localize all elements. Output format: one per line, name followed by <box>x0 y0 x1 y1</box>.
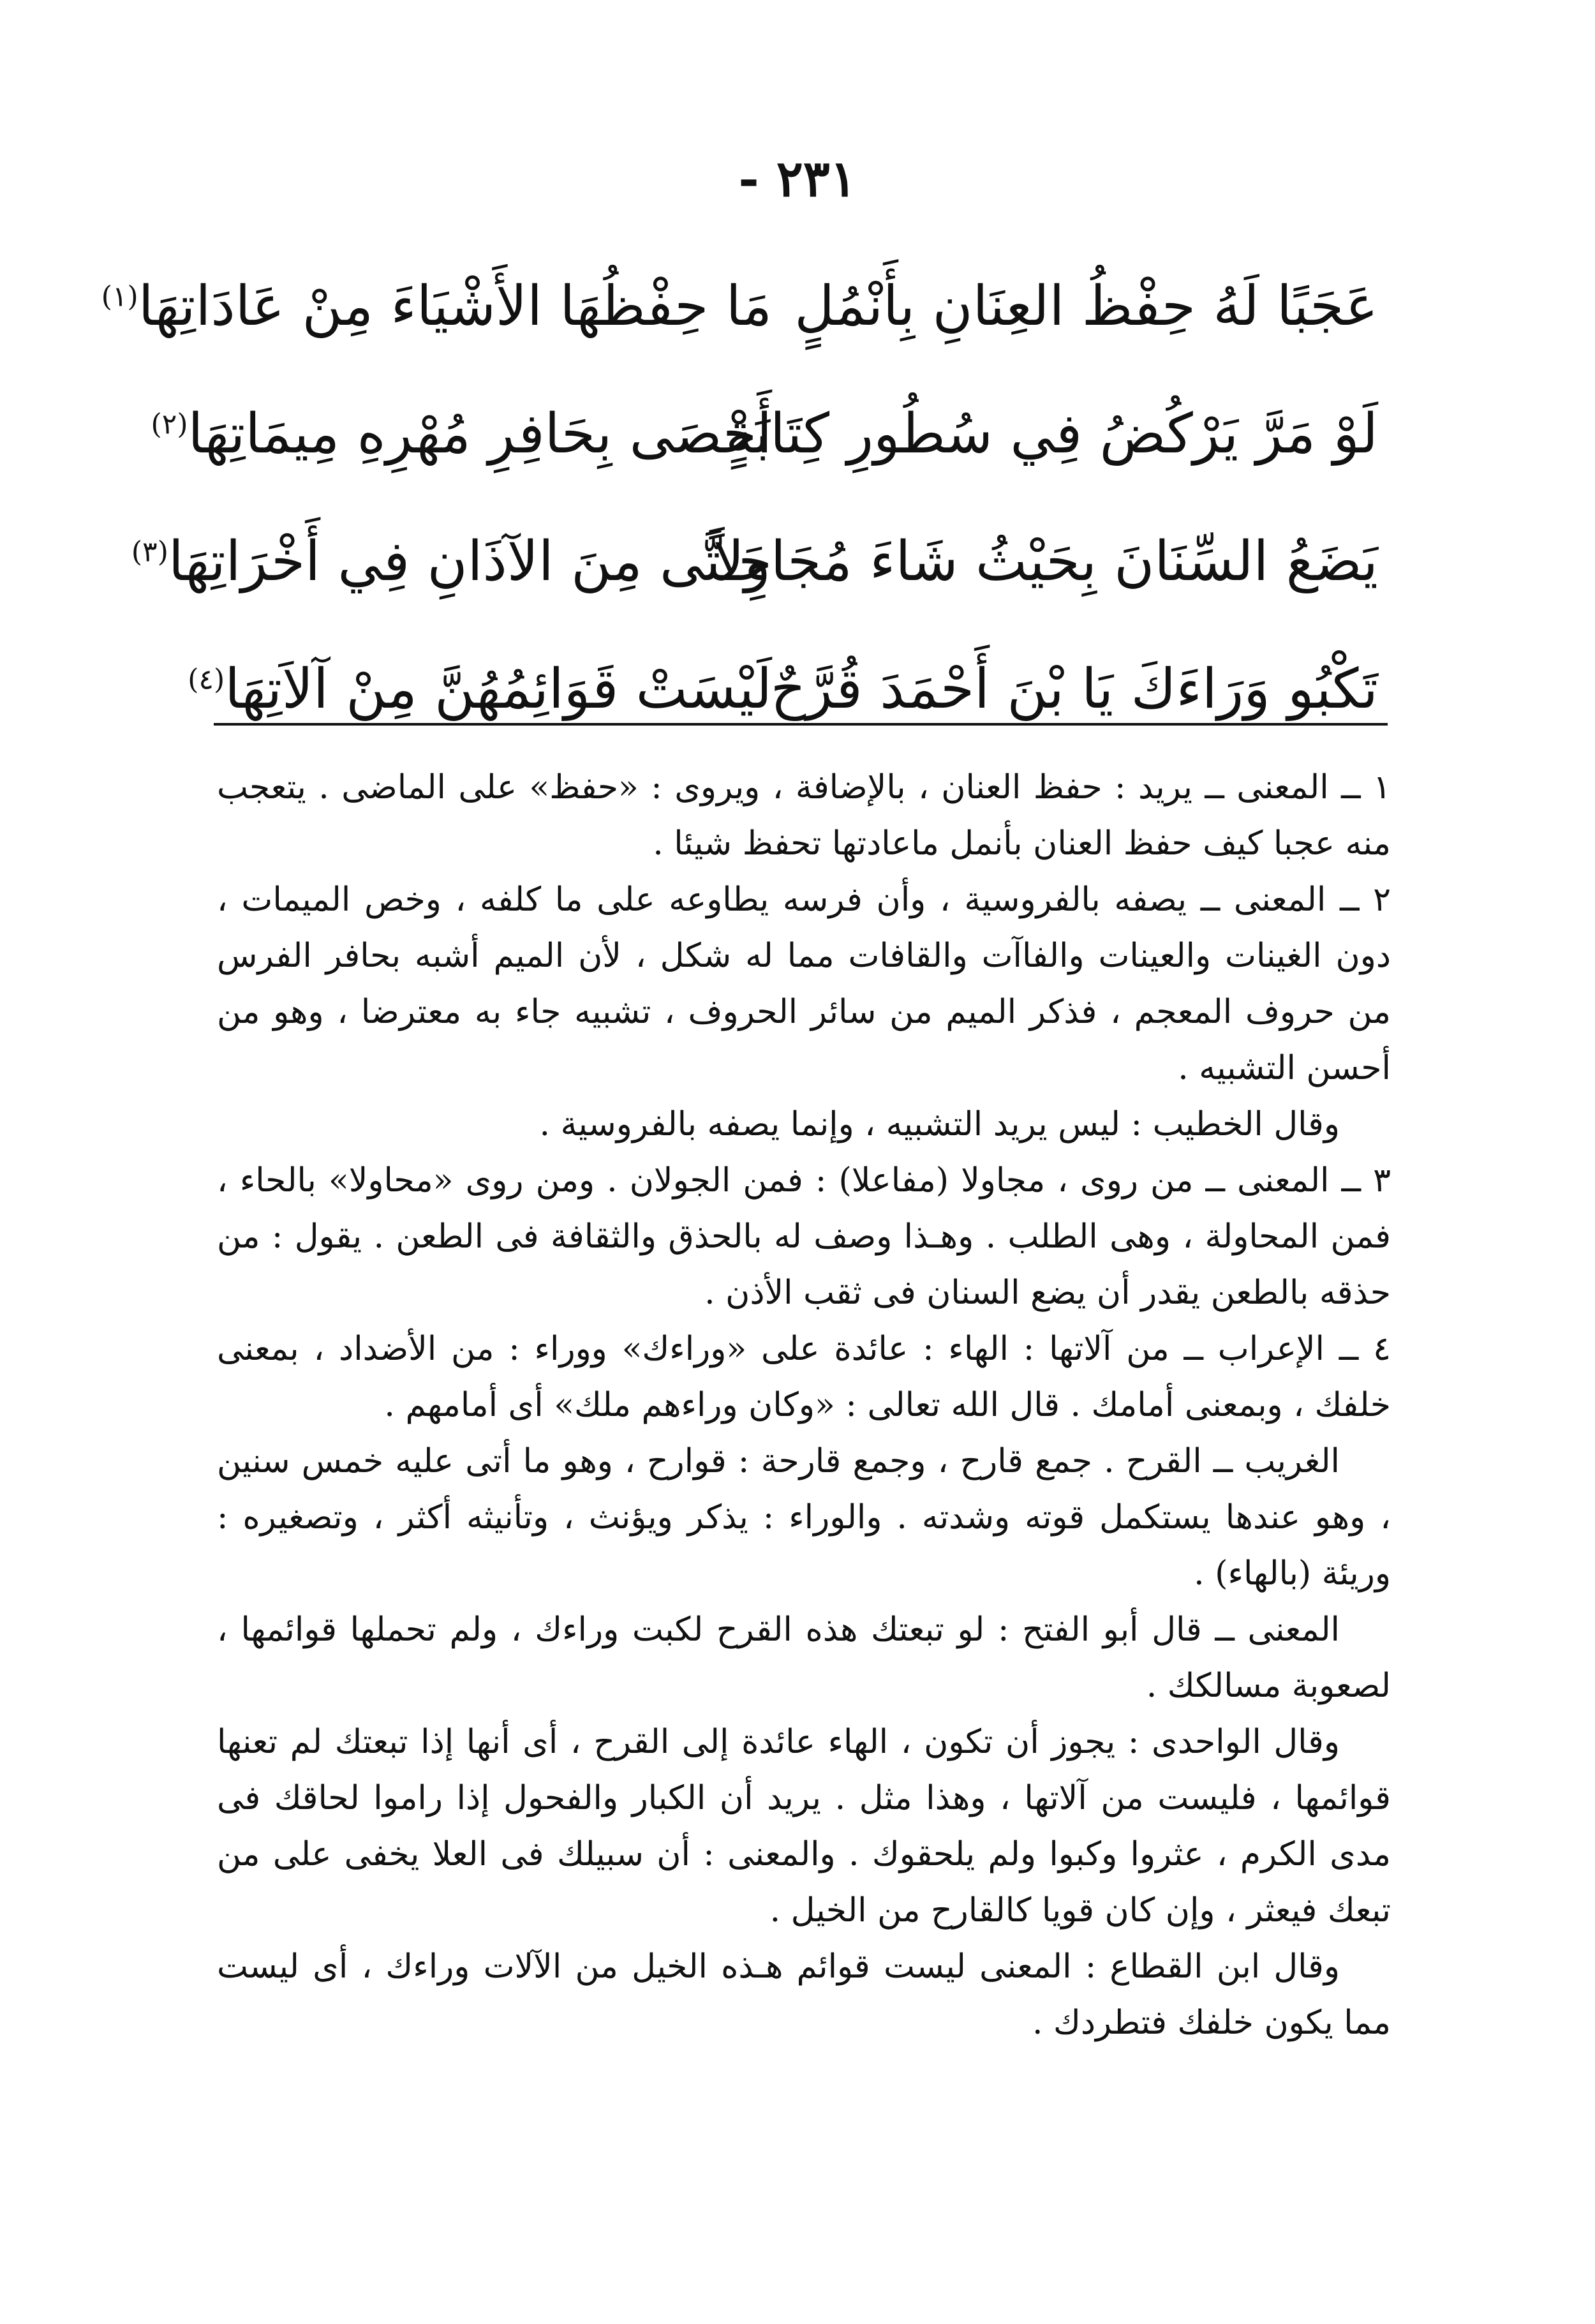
footnote-mark-4: (٤) <box>188 663 225 696</box>
note-4-meaning: المعنى ــ قال أبو الفتح : لو تبعتك هذه القرح لكبت وراءك ، ولم تحملها قوائمها ، لصعوبة مسالكك . <box>217 1611 1391 1705</box>
note-2-khatib: وقال الخطيب : ليس يريد التشبيه ، وإنما يصفه بالفروسية . <box>539 1105 1340 1143</box>
verse-4-first-hemistich: تَكْبُو وَرَاءَكَ يَا بْنَ أَحْمَدَ قُرَّحٌ <box>770 657 1378 721</box>
note-4-gharib: الغريب ــ القرح . جمع قارح ، وجمع قارحة : قوارح ، وهو ما أتى عليه خمس سنين ، وهو عندها يستكمل قوته وشدته . والوراء : يذكر ويؤنث ، وتأنيثه أكثر ، وتصغيره : وريئة (بالهاء) . <box>217 1442 1391 1593</box>
verse-2-second-hemistich <box>151 396 772 472</box>
verse-1-first-hemistich: عَجَبًا لَهُ حِفْظُ العِنَانِ بِأَنْمُلٍ <box>794 274 1378 338</box>
verse-2-first-hemistich: لَوْ مَرَّ يَرْكُضُ فِي سُطُورِ كِتَابَةٍ <box>725 401 1378 466</box>
poem-verses <box>101 242 1378 753</box>
note-2: ٢ ــ المعنى ــ يصفه بالفروسية ، وأن فرسه يطاوعه على ما كلفه ، وخص الميمات ، دون الغينات والعينات والفاآت والقافات مما له شكل ، لأن الميم أشبه بحافر الفرس من حروف المعجم ، فذكر الميم من سائر الحروف ، تشبيه جاء به معترضا ، وهو من أحسن التشبيه . <box>217 881 1391 1087</box>
verse-1 <box>101 242 1378 370</box>
footnote-mark-3: (٣) <box>131 535 168 569</box>
verse-4 <box>188 625 1378 753</box>
verse-3-second-text: حَـتَّى مِنَ الآذَانِ فِي أَخْرَاتِهَا <box>168 529 772 593</box>
footnote-mark-2: (٢) <box>151 408 188 441</box>
footnote-mark-1: (١) <box>101 280 138 313</box>
footnotes <box>217 759 1391 2051</box>
verse-2 <box>151 370 1378 498</box>
verse-2-second-text: أَحْصَى بِحَافِرِ مُهْرِهِ مِيمَاتِهَا <box>188 401 772 466</box>
verse-4-second-hemistich <box>188 651 772 727</box>
verse-1-second-hemistich <box>101 268 772 345</box>
verse-1-second-text: مَا حِفْظُهَا الأَشْيَاءَ مِنْ عَادَاتِهَا <box>138 274 772 338</box>
verse-4-second-text: لَيْسَتْ قَوَائِمُهُنَّ مِنْ آلاَتِهَا <box>225 657 772 721</box>
note-4-ibn-qatta: وقال ابن القطاع : المعنى ليست قوائم هـذه الخيل من الآلات وراءك ، أى ليست مما يكون خلفك فتطردك . <box>217 1948 1391 2042</box>
footnote-separator <box>214 723 1388 726</box>
verse-3 <box>131 498 1378 625</box>
note-4-irab: ٤ ــ الإعراب ــ من آلاتها : الهاء : عائدة على «وراءك» ووراء : من الأضداد ، بمعنى خلفك ، وبمعنى أمامك . قال الله تعالى : «وكان وراءهم ملك» أى أمامهم . <box>217 1330 1391 1424</box>
page-number: - ٢٣١ <box>738 150 857 208</box>
note-4-wahidi: وقال الواحدى : يجوز أن تكون ، الهاء عائدة إلى القرح ، أى أنها إذا تبعتك لم تعنها قوائمها ، فليست من آلاتها ، وهذا مثل . يريد أن الكبار والفحول إذا راموا لحاقك فى مدى الكرم ، عثروا وكبوا ولم يلحقوك . والمعنى : أن سبيلك فى العلا يخفى على من تبعك فيعثر ، وإن كان قويا كالقارح من الخيل . <box>217 1723 1391 1930</box>
verse-3-second-hemistich <box>131 523 772 600</box>
note-3: ٣ ــ المعنى ــ من روى ، مجاولا (مفاعلا) : فمن الجولان . ومن روى «محاولا» بالحاء ، فمن المحاولة ، وهى الطلب . وهـذا وصف له بالحذق والثقافة فى الطعن . يقول : من حذقه بالطعن يقدر أن يضع السنان فى ثقب الأذن . <box>217 1161 1391 1312</box>
note-1: ١ ــ المعنى ــ يريد : حفظ العنان ، بالإضافة ، ويروى : «حفظ» على الماضى . يتعجب منه عجبا كيف حفظ العنان بأنمل ماعادتها تحفظ شيئا . <box>217 768 1391 863</box>
verse-3-first-hemistich: يَضَعُ السِّنَانَ بِحَيْثُ شَاءَ مُجَاوِلاً <box>713 529 1378 593</box>
